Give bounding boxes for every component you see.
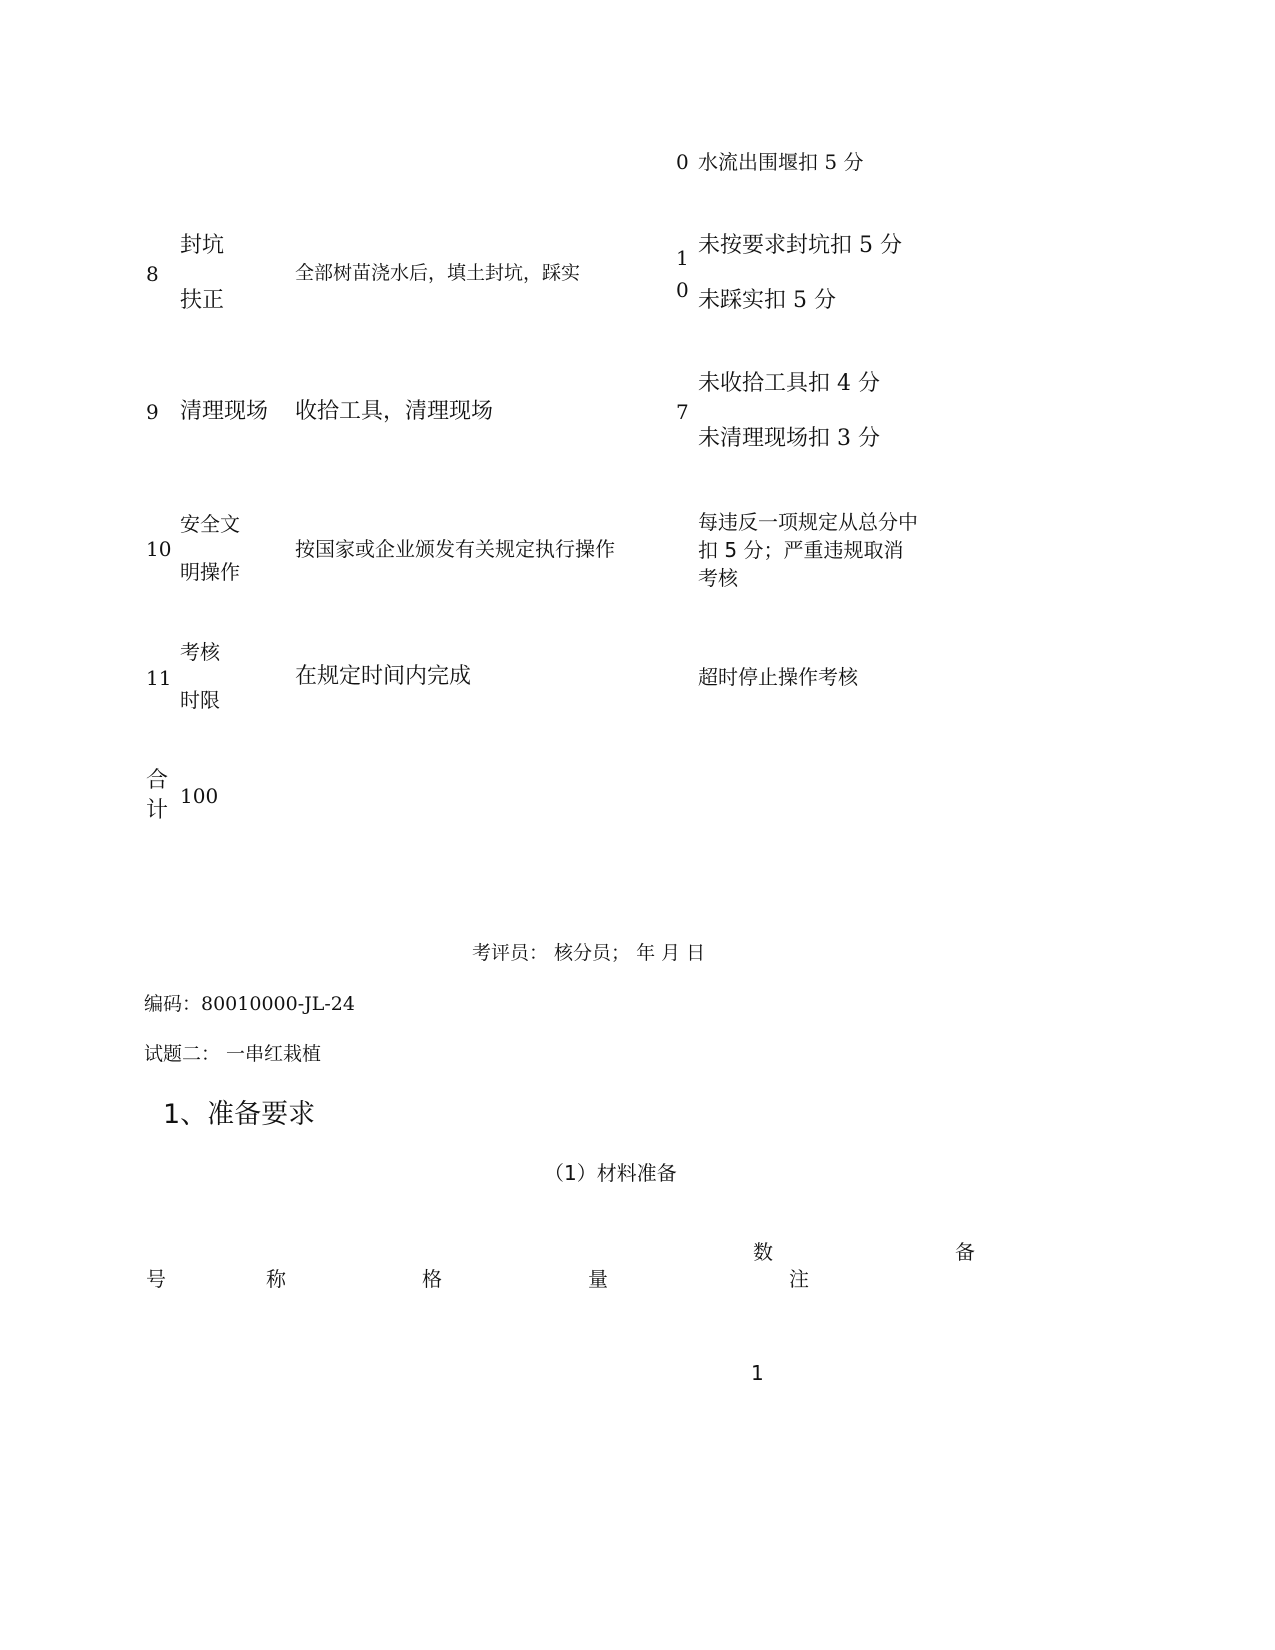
row11-deduction: 超时停止操作考核 [698, 665, 858, 689]
document-code: 编码：80010000-JL-24 [144, 993, 355, 1015]
row8-item-line2: 扶正 [180, 288, 225, 313]
row10-item-line2: 明操作 [180, 560, 240, 584]
row10-number: 10 [146, 537, 172, 561]
signature-line: 考评员： 核分员； 年 月 日 [472, 942, 706, 964]
row9-deduction-line2: 未清理现场扣 3 分 [698, 426, 880, 451]
row9-deduction-line1: 未收拾工具扣 4 分 [698, 371, 880, 396]
row9-number: 9 [146, 400, 159, 424]
table-header-col5-line2: 注 [789, 1267, 809, 1291]
row11-number: 11 [146, 666, 172, 690]
table-header-col1: 号 [146, 1267, 166, 1291]
table-header-col2: 称 [266, 1267, 286, 1291]
row11-requirement: 在规定时间内完成 [295, 664, 472, 689]
table-header-col5-line1: 数 [753, 1240, 773, 1264]
row8-deduction-line1: 未按要求封坑扣 5 分 [698, 233, 902, 258]
row11-item-line1: 考核 [180, 640, 220, 664]
row8-requirement: 全部树苗浇水后，填土封坑，踩实 [295, 262, 581, 284]
row8-score-line1: 1 [676, 246, 689, 270]
row7-score-tail: 0 [676, 150, 689, 174]
table-header-col3: 格 [422, 1267, 442, 1291]
section-heading: 1、准备要求 [163, 1099, 316, 1130]
total-label-line1: 合 [146, 768, 169, 793]
row8-number: 8 [146, 262, 159, 286]
row10-requirement: 按国家或企业颁发有关规定执行操作 [295, 537, 615, 561]
row8-item-line1: 封坑 [180, 233, 225, 258]
row11-item-line2: 时限 [180, 688, 220, 712]
row8-deduction-line2: 未踩实扣 5 分 [698, 288, 836, 313]
row7-deduction: 水流出围堰扣 5 分 [698, 150, 864, 174]
question-title: 试题二： 一串红栽植 [144, 1043, 322, 1065]
total-value: 100 [180, 784, 219, 808]
row9-requirement: 收拾工具，清理现场 [295, 399, 494, 424]
row9-score: 7 [676, 400, 689, 424]
total-label-line2: 计 [146, 798, 169, 823]
table-header-col6: 备 [955, 1240, 975, 1264]
row9-item: 清理现场 [180, 399, 269, 424]
table-header-col4: 量 [588, 1267, 608, 1291]
page-number: 1 [751, 1361, 764, 1385]
row8-score-line2: 0 [676, 278, 689, 302]
row10-deduction: 每违反一项规定从总分中扣 5 分；严重违规取消考核 [698, 510, 918, 590]
row10-item-line1: 安全文 [180, 512, 240, 536]
subsection-heading: （1）材料准备 [544, 1161, 677, 1185]
